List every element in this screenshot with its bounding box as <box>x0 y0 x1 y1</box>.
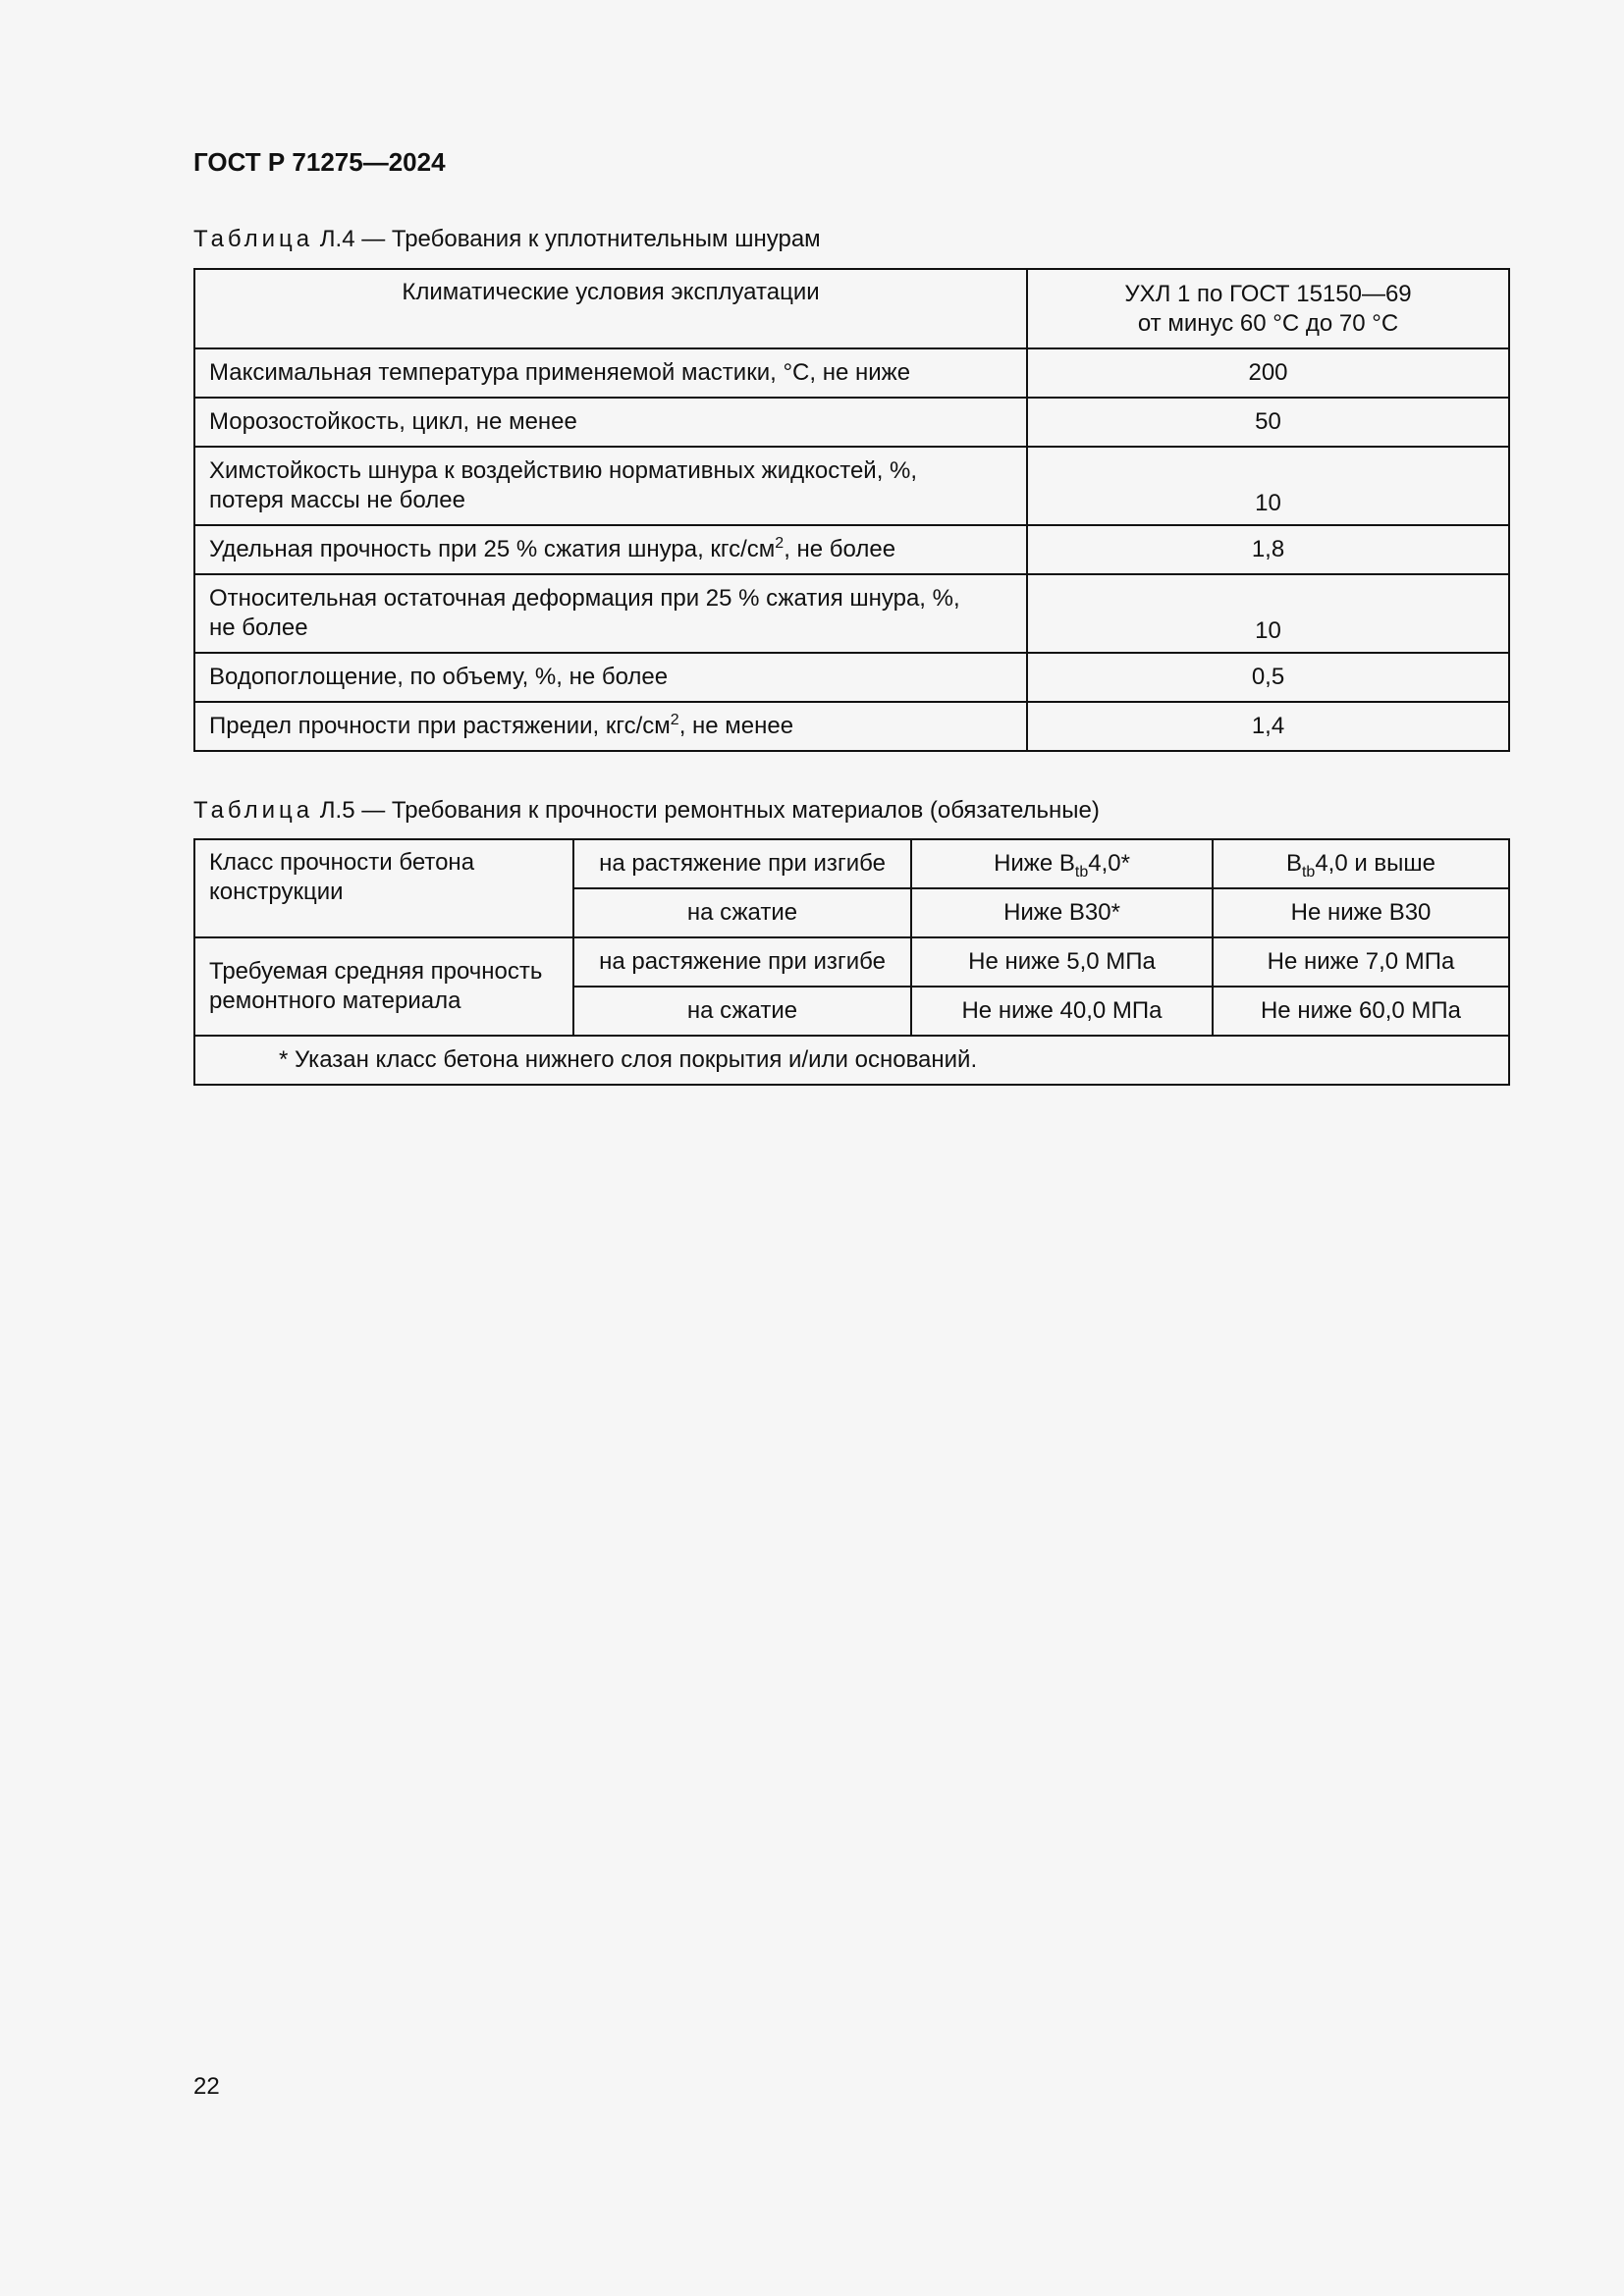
row-label-line2: не более <box>209 614 308 641</box>
tensile-label: на растяжение при изгибе <box>573 839 911 888</box>
table-l4-header-left: Климатические условия эксплуатации <box>194 269 1027 348</box>
row-label-line1: Относительная остаточная деформация при 25 % сжатия шнура, %, <box>209 585 960 612</box>
row-label-line1: Химстойкость шнура к воздействию нормативных жидкостей, %, <box>209 457 918 484</box>
cell: Ниже В30* <box>911 888 1213 937</box>
row-label: Водопоглощение, по объему, %, не более <box>194 653 1027 702</box>
table-row <box>194 1036 1509 1085</box>
table-row <box>194 447 1509 525</box>
table-row <box>194 269 1509 348</box>
table-row <box>194 702 1509 751</box>
row-value: 200 <box>1027 348 1509 398</box>
table-l5-caption <box>193 797 1100 825</box>
page-number: 22 <box>193 2073 220 2100</box>
cell: Не ниже 7,0 МПа <box>1213 937 1509 987</box>
row-label <box>194 574 1027 653</box>
row-label-suffix: , не более <box>784 536 896 562</box>
table-row <box>194 937 1509 987</box>
table-row <box>194 398 1509 447</box>
row-label-text: Удельная прочность при 25 % сжатия шнура, кгс/см <box>209 536 776 562</box>
cell <box>1213 839 1509 888</box>
table-row <box>194 653 1509 702</box>
cell-text-suffix: 4,0* <box>1088 850 1130 877</box>
row-label: Максимальная температура применяемой мастики, °С, не ниже <box>194 348 1027 398</box>
row-label-suffix: , не менее <box>678 713 794 739</box>
row-label <box>194 702 1027 751</box>
row-value: 1,8 <box>1027 525 1509 574</box>
table-row <box>194 525 1509 574</box>
repair-material-label: Требуемая средняя прочность ремонтного материала <box>194 937 573 1036</box>
table-row <box>194 574 1509 653</box>
table-row <box>194 839 1509 888</box>
row-value: 10 <box>1027 447 1509 525</box>
header-right-line1: УХЛ 1 по ГОСТ 15150—69 <box>1124 280 1412 307</box>
table-l4-caption <box>193 226 821 253</box>
concrete-class-label: Класс прочности бетона конструкции <box>194 839 573 937</box>
row-label-text: Предел прочности при растяжении, кгс/см <box>209 713 671 739</box>
table-l4-caption-prefix: Таблица <box>193 226 314 252</box>
table-l5-caption-prefix: Таблица <box>193 797 314 824</box>
row-value: 10 <box>1027 574 1509 653</box>
compression-label: на сжатие <box>573 888 911 937</box>
row-label <box>194 525 1027 574</box>
table-footnote: * Указан класс бетона нижнего слоя покрытия и/или оснований. <box>194 1036 1509 1085</box>
document-code: ГОСТ Р 71275—2024 <box>193 147 446 177</box>
row-value: 50 <box>1027 398 1509 447</box>
cell: Не ниже 5,0 МПа <box>911 937 1213 987</box>
subscript: tb <box>1301 863 1316 881</box>
superscript: 2 <box>775 535 785 552</box>
cell-text-suffix: 4,0 и выше <box>1315 850 1436 877</box>
superscript: 2 <box>670 712 679 728</box>
table-l4 <box>193 268 1510 752</box>
row-label-line2: потеря массы не более <box>209 487 465 513</box>
cell: Не ниже 40,0 МПа <box>911 987 1213 1036</box>
table-l4-caption-text: Л.4 — Требования к уплотнительным шнурам <box>313 226 821 252</box>
cell-text: Ниже B <box>994 850 1075 877</box>
row-value: 0,5 <box>1027 653 1509 702</box>
row-value: 1,4 <box>1027 702 1509 751</box>
table-l4-header-right <box>1027 269 1509 348</box>
cell <box>911 839 1213 888</box>
tensile-label: на растяжение при изгибе <box>573 937 911 987</box>
header-right-line2: от минус 60 °С до 70 °С <box>1137 309 1399 337</box>
cell-text: B <box>1285 850 1302 877</box>
row-label: Морозостойкость, цикл, не менее <box>194 398 1027 447</box>
table-l5 <box>193 838 1510 1086</box>
compression-label: на сжатие <box>573 987 911 1036</box>
cell: Не ниже В30 <box>1213 888 1509 937</box>
table-l5-caption-text: Л.5 — Требования к прочности ремонтных материалов (обязательные) <box>313 797 1100 824</box>
subscript: tb <box>1074 863 1089 881</box>
cell: Не ниже 60,0 МПа <box>1213 987 1509 1036</box>
table-row <box>194 348 1509 398</box>
row-label <box>194 447 1027 525</box>
